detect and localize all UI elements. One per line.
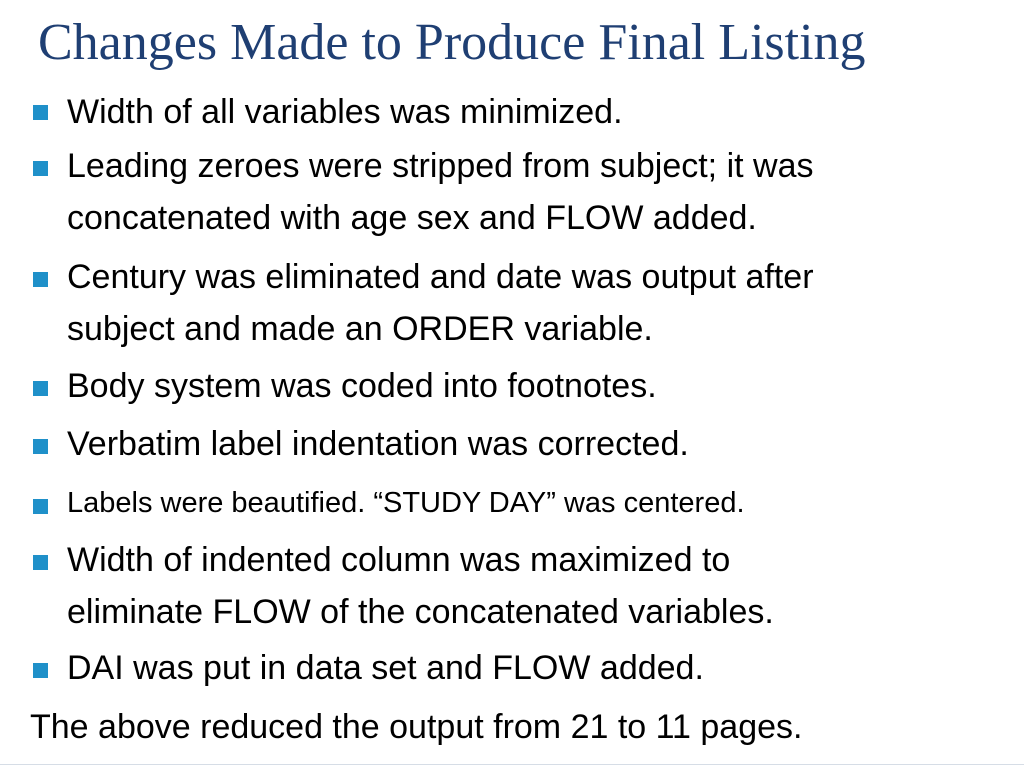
bullet-line: Verbatim label indentation was corrected. bbox=[67, 425, 689, 463]
square-bullet-icon bbox=[33, 381, 48, 396]
bullet-text bbox=[67, 140, 1012, 244]
bullet-text bbox=[67, 251, 1012, 355]
bullet-line: eliminate FLOW of the concatenated variables. bbox=[67, 593, 774, 631]
bullet-line: Leading zeroes were stripped from subject; it was bbox=[67, 147, 814, 185]
bottom-divider bbox=[0, 764, 1024, 765]
square-bullet-icon bbox=[33, 439, 48, 454]
square-bullet-icon bbox=[33, 272, 48, 287]
square-bullet-icon bbox=[33, 499, 48, 514]
bullet-text bbox=[67, 642, 1012, 694]
bullet-line: subject and made an ORDER variable. bbox=[67, 310, 653, 348]
bullet-line: Body system was coded into footnotes. bbox=[67, 367, 657, 405]
bullet-line: Width of all variables was minimized. bbox=[67, 93, 623, 131]
square-bullet-icon bbox=[33, 161, 48, 176]
bullet-line: concatenated with age sex and FLOW added. bbox=[67, 199, 757, 237]
square-bullet-icon bbox=[33, 105, 48, 120]
bullet-line: Labels were beautified. “STUDY DAY” was centered. bbox=[67, 487, 745, 519]
bullet-line: DAI was put in data set and FLOW added. bbox=[67, 649, 704, 687]
bullet-line: Century was eliminated and date was output after bbox=[67, 258, 814, 296]
square-bullet-icon bbox=[33, 663, 48, 678]
bullet-text bbox=[67, 418, 1012, 470]
bullet-text bbox=[67, 534, 1012, 638]
slide-title: Changes Made to Produce Final Listing bbox=[38, 14, 866, 71]
summary-text: The above reduced the output from 21 to 11 pages. bbox=[30, 708, 803, 746]
bullet-text bbox=[67, 86, 1012, 138]
bullet-line: Width of indented column was maximized to bbox=[67, 541, 731, 579]
bullet-text bbox=[67, 360, 1012, 412]
square-bullet-icon bbox=[33, 555, 48, 570]
bullet-text bbox=[67, 483, 1012, 523]
